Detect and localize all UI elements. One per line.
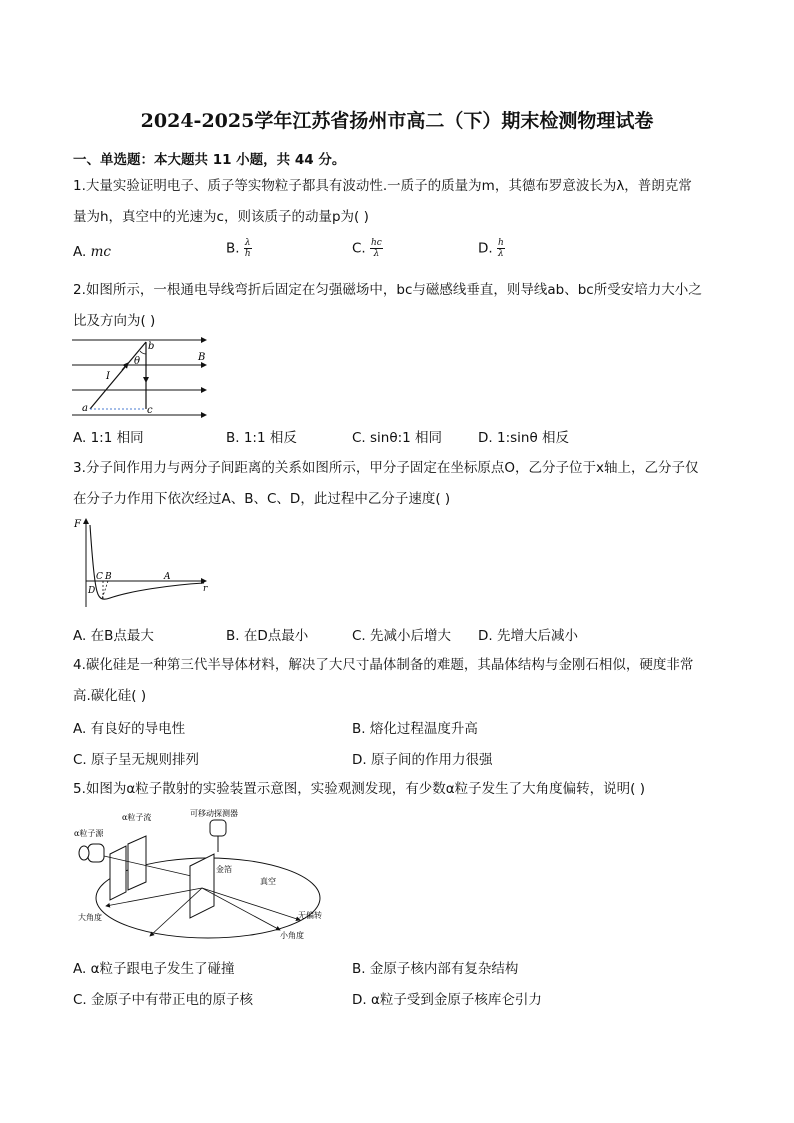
page-title: 2024-2025学年江苏省扬州市高二（下）期末检测物理试卷 [140, 110, 654, 132]
question-4-line-1: 4.碳化硅是一种第三代半导体材料，解决了大尺寸晶体制备的难题，其晶体结构与金刚石相似，硬度非常 [73, 657, 694, 673]
fraction: $\frac{\lambda}{h}$ [244, 238, 251, 259]
collimator-plate [128, 836, 146, 890]
svg-text:I: I [106, 371, 110, 382]
collimator-plate [110, 846, 126, 900]
theta-arc [140, 351, 146, 354]
svg-text:真空: 真空 [260, 877, 276, 886]
question-2-line-2: 比及方向为( ) [73, 313, 156, 329]
magnetic-field-figure [70, 332, 220, 420]
svg-text:小角度: 小角度 [280, 931, 304, 940]
q3-option-d[interactable]: D. 先增大后减小 [478, 628, 578, 644]
alpha-scattering-figure [70, 806, 335, 944]
detector [210, 820, 226, 836]
molecular-force-figure [70, 515, 215, 610]
alpha-source [88, 844, 104, 862]
svg-text:α粒子流: α粒子流 [122, 813, 152, 822]
q3-option-a[interactable]: A. 在B点最大 [73, 628, 154, 644]
svg-text:可移动探测器: 可移动探测器 [190, 809, 238, 818]
svg-text:D: D [88, 586, 96, 596]
q4-option-c[interactable]: C. 原子呈无规则排列 [73, 752, 200, 768]
q2-option-d[interactable]: D. 1:sinθ 相反 [478, 430, 570, 446]
q2-option-b[interactable]: B. 1:1 相反 [226, 430, 297, 446]
svg-text:θ: θ [134, 356, 141, 367]
question-1-line-2: 量为h，真空中的光速为c，则该质子的动量p为( ) [73, 209, 369, 225]
q1-option-c[interactable]: C. $\frac{hc}{\lambda}$ [352, 238, 382, 259]
question-1-line-1: 1.大量实验证明电子、质子等实物粒子都具有波动性.一质子的质量为m，其德布罗意波长为λ，普朗克常 [73, 178, 692, 194]
question-3-line-2: 在分子力作用下依次经过A、B、C、D，此过程中乙分子速度( ) [73, 491, 451, 507]
q5-option-c[interactable]: C. 金原子中有带正电的原子核 [73, 992, 254, 1008]
svg-text:A: A [164, 572, 171, 582]
svg-text:金箔: 金箔 [216, 865, 232, 874]
svg-text:大角度: 大角度 [78, 913, 102, 922]
current-arrow [122, 363, 128, 370]
question-3-line-1: 3.分子间作用力与两分子间距离的关系如图所示，甲分子固定在坐标原点O，乙分子位于x轴上，乙分子仅 [73, 460, 699, 476]
fraction: $\frac{hc}{\lambda}$ [371, 238, 382, 259]
fraction: $\frac{h}{\lambda}$ [497, 238, 504, 259]
q1-option-b[interactable]: B. $\frac{\lambda}{h}$ [226, 238, 251, 259]
question-5-line-1: 5.如图为α粒子散射的实验装置示意图，实验观测发现，有少数α粒子发生了大角度偏转，说明( ) [73, 781, 646, 797]
svg-text:B: B [198, 352, 206, 363]
ray-small-angle [202, 888, 280, 930]
question-2-line-1: 2.如图所示，一根通电导线弯折后固定在匀强磁场中，bc与磁感线垂直，则导线ab、bc所受安培力大小之 [73, 282, 702, 298]
q5-option-a[interactable]: A. α粒子跟电子发生了碰撞 [73, 961, 235, 977]
q5-option-d[interactable]: D. α粒子受到金原子核库仑引力 [352, 992, 542, 1008]
q1-option-d[interactable]: D. $\frac{h}{\lambda}$ [478, 238, 504, 259]
q3-option-b[interactable]: B. 在D点最小 [226, 628, 309, 644]
svg-text:F: F [74, 519, 81, 530]
q5-option-b[interactable]: B. 金原子核内部有复杂结构 [352, 961, 519, 977]
section-heading: 一、单选题：本大题共 11 小题，共 44 分。 [73, 152, 346, 168]
q4-option-b[interactable]: B. 熔化过程温度升高 [352, 721, 478, 737]
q3-option-c[interactable]: C. 先减小后增大 [352, 628, 452, 644]
svg-text:无偏转: 无偏转 [298, 911, 322, 920]
gold-foil [190, 854, 214, 918]
ray-no-deflection [202, 888, 300, 920]
q2-option-c[interactable]: C. sinθ:1 相同 [352, 430, 443, 446]
q1-option-a[interactable]: A. mc [73, 244, 111, 260]
svg-text:α粒子源: α粒子源 [74, 829, 104, 838]
wire-ab [90, 342, 146, 409]
q4-option-d[interactable]: D. 原子间的作用力很强 [352, 752, 493, 768]
svg-text:B: B [105, 572, 112, 582]
q4-option-a[interactable]: A. 有良好的导电性 [73, 721, 186, 737]
force-curve [90, 525, 204, 599]
svg-text:C: C [96, 572, 103, 582]
question-4-line-2: 高.碳化硅( ) [73, 688, 147, 704]
svg-text:r: r [203, 584, 208, 594]
svg-text:b: b [148, 341, 155, 352]
q2-option-a[interactable]: A. 1:1 相同 [73, 430, 144, 446]
svg-text:c: c [147, 405, 153, 416]
svg-text:a: a [82, 403, 88, 414]
